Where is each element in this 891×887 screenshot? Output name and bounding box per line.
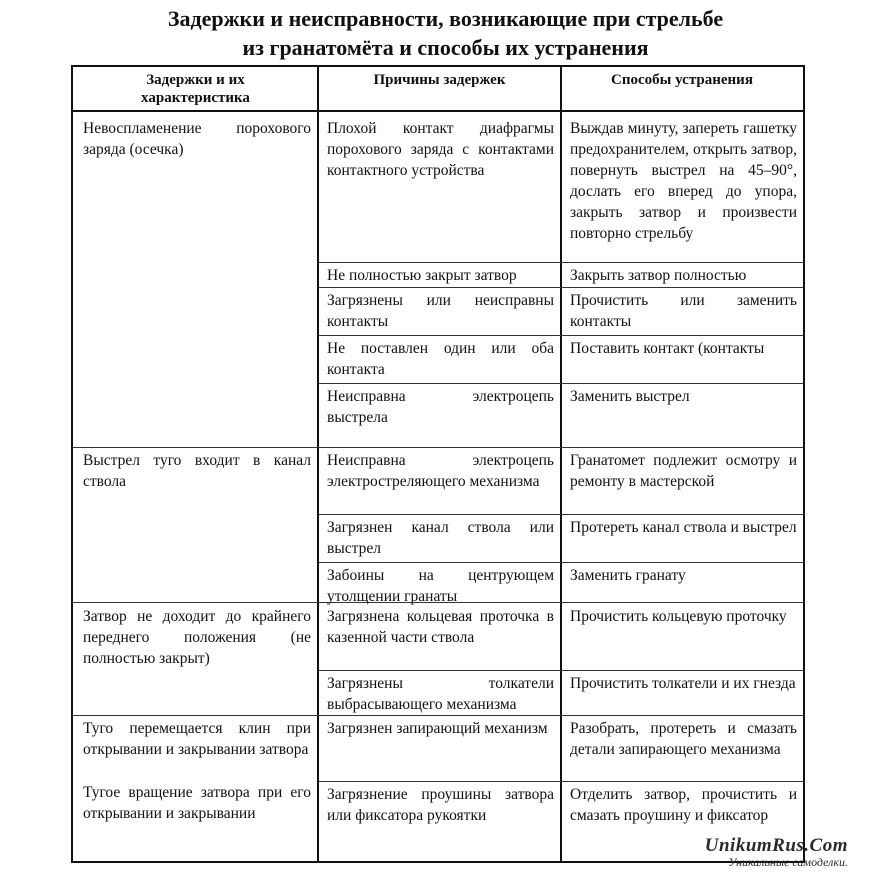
cause-cell: Загрязнена кольцевая проточка в казенной части ствола (327, 608, 554, 646)
watermark-tagline: Уникальные самоделки. (728, 855, 848, 869)
malfunctions-table (71, 65, 805, 863)
cause-cell: Загрязнение проушины затвора или фиксатора рукоятки (327, 786, 554, 824)
cause-cell: Загрязнен канал ствола или выстрел (327, 519, 554, 557)
remedy-cell: Разобрать, протереть и смазать детали запирающего механизма (570, 720, 797, 758)
cause-cell: Неисправна электроцепь электростреляющего механизма (327, 452, 554, 490)
header-malfunction: Задержки и их характеристика (73, 67, 318, 112)
remedy-cell: Заменить гранату (570, 567, 686, 584)
header-cause: Причины задержек (318, 67, 561, 112)
watermark-site: UnikumRus.Com (704, 835, 848, 856)
row-separator (319, 514, 803, 515)
remedy-cell: Заменить выстрел (570, 388, 690, 405)
row-separator (319, 781, 803, 782)
page-title (0, 4, 891, 62)
cause-cell: Не полностью закрыт затвор (327, 267, 517, 284)
row-separator (319, 383, 803, 384)
header-remedy: Способы устранения (561, 67, 803, 112)
remedy-cell: Отделить затвор, прочистить и смазать проушину и фиксатор (570, 786, 797, 824)
cause-cell: Забоины на центрующем утолщении гранаты (327, 567, 554, 605)
remedy-cell: Прочистить или заменить контакты (570, 292, 797, 330)
remedy-cell: Гранатомет подлежит осмотру и ремонту в мастерской (570, 452, 797, 490)
malfunction-cell: Тугое вращение затвора при его открывании и закрывании (83, 784, 311, 822)
title-line-2: из гранатомёта и способы их устранения (242, 35, 649, 60)
cause-cell: Загрязнен запирающий механизм (327, 720, 548, 737)
cause-cell: Загрязнены или неисправны контакты (327, 292, 554, 330)
malfunction-cell: Выстрел туго входит в канал ствола (83, 452, 311, 490)
malfunction-cell: Туго перемещается клин при открывании и закрывании затвора (83, 720, 311, 758)
group-separator (73, 447, 803, 448)
cause-cell: Неисправна электроцепь выстрела (327, 388, 554, 426)
row-separator (319, 670, 803, 671)
row-separator (319, 562, 803, 563)
remedy-cell: Прочистить кольцевую проточку (570, 608, 787, 625)
title-line-1: Задержки и неисправности, возникающие при стрельбе (167, 6, 724, 31)
row-separator (319, 287, 803, 288)
remedy-cell: Выждав минуту, запереть гашетку предохранителем, открыть затвор, повернуть выстрел на 45–90°, дослать его вперед до упора, закрыть затвор и произвести повторно стрельбу (570, 120, 797, 242)
remedy-cell: Поставить контакт (контакты (570, 340, 765, 357)
group-separator (73, 715, 803, 716)
remedy-cell: Прочистить толкатели и их гнезда (570, 675, 796, 692)
remedy-cell: Протереть канал ствола и выстрел (570, 519, 797, 536)
remedy-cell: Закрыть затвор полностью (570, 267, 747, 284)
malfunction-cell: Невоспламенение порохового заряда (осечка) (83, 120, 311, 158)
malfunction-cell: Затвор не доходит до крайнего переднего положения (не полностью закрыт) (83, 608, 311, 667)
cause-cell: Плохой контакт диафрагмы порохового заряда с контактами контактного устройства (327, 120, 554, 179)
row-separator (319, 335, 803, 336)
cause-cell: Загрязнены толкатели выбрасывающего механизма (327, 675, 554, 713)
cause-cell: Не поставлен один или оба контакта (327, 340, 554, 378)
watermark (705, 835, 848, 870)
row-separator (319, 262, 803, 263)
